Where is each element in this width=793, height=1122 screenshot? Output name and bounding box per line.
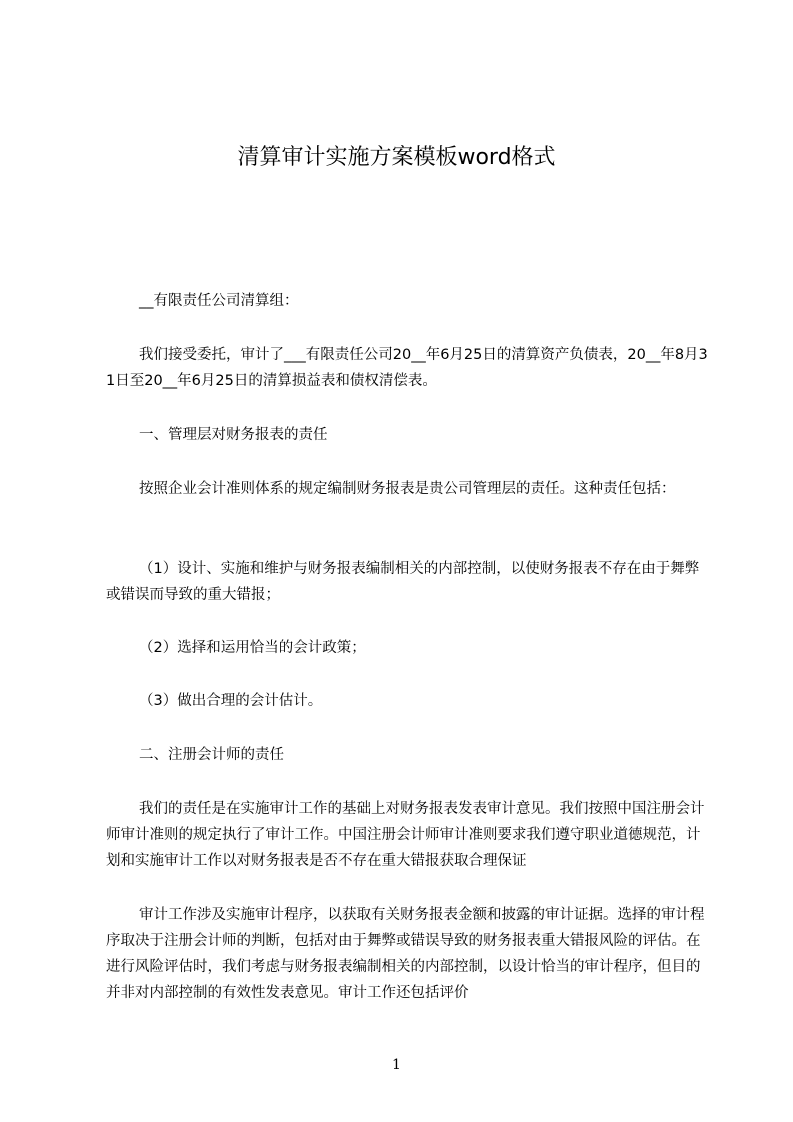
paragraph-intro: 我们接受委托，审计了___有限责任公司20__年6月25日的清算资产负债表，20__年8月31日至20__年6月25日的清算损益表和债权清偿表。: [106, 347, 708, 389]
paragraph-management-responsibility: 按照企业会计准则体系的规定编制财务报表是贵公司管理层的责任。这种责任包括：: [139, 481, 676, 497]
section-heading-management-responsibility: 一、管理层对财务报表的责任: [139, 427, 328, 443]
paragraph-item-2: （2）选择和运用恰当的会计政策；: [139, 640, 366, 656]
paragraph-item-1: （1）设计、实施和维护与财务报表编制相关的内部控制，以使财务报表不存在由于舞弊或错误而导致的重大错报；: [106, 561, 700, 603]
page-number: 1: [392, 1057, 401, 1073]
document-title: 清算审计实施方案模板word格式: [237, 145, 556, 170]
paragraph-cpa-responsibility: 我们的责任是在实施审计工作的基础上对财务报表发表审计意见。我们按照中国注册会计师审计准则的规定执行了审计工作。中国注册会计师审计准则要求我们遵守职业道德规范，计划和实施审计工作以对财务报表是否不存在重大错报获取合理保证: [106, 801, 705, 869]
paragraph-item-3: （3）做出合理的会计估计。: [139, 693, 323, 709]
paragraph-audit-procedures: 审计工作涉及实施审计程序，以获取有关财务报表金额和披露的审计证据。选择的审计程序取决于注册会计师的判断，包括对由于舞弊或错误导致的财务报表重大错报风险的评估。在进行风险评估时，我们考虑与财务报表编制相关的内部控制，以设计恰当的审计程序，但目的并非对内部控制的有效性发表意见。审计工作还包括评价: [106, 907, 705, 1001]
section-heading-cpa-responsibility: 二、注册会计师的责任: [139, 747, 284, 763]
paragraph-addressee: __有限责任公司清算组：: [139, 293, 299, 309]
